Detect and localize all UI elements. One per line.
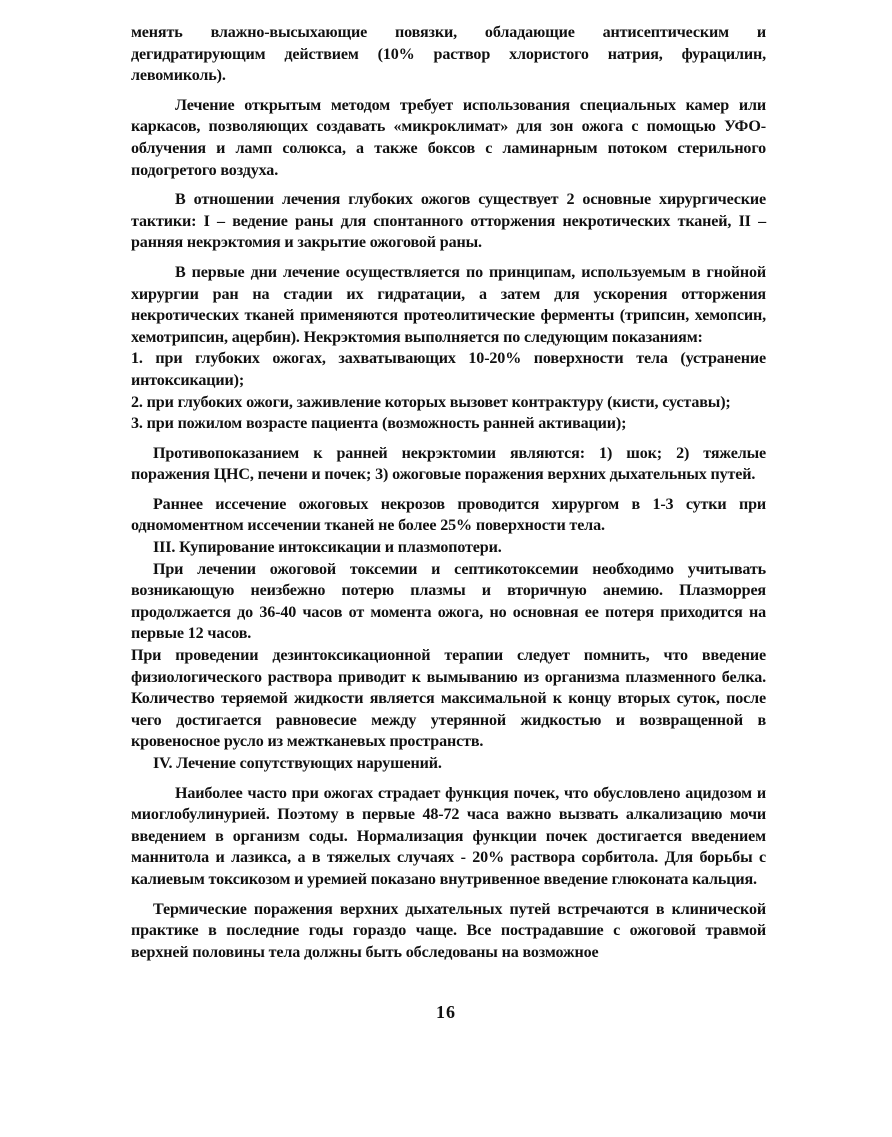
- paragraph: Термические поражения верхних дыхательных путей встречаются в клинической практике в последние годы гораздо чаще. Все пострадавшие с ожоговой травмой верхней половины тела должны быть обследованы на возможное: [131, 900, 766, 961]
- section-heading: III. Купирование интоксикации и плазмопотери.: [153, 539, 502, 557]
- list-item: 3. при пожилом возрасте пациента (возможность ранней активации);: [131, 415, 627, 433]
- paragraph: Лечение открытым методом требует использования специальных камер или каркасов, позволяющих создавать «микроклимат» для зон ожога с помощью УФО-облучения и ламп солюкса, а также боксов с ламинарным потоком стерильного подогретого воздуха.: [131, 96, 766, 179]
- paragraph: Раннее иссечение ожоговых некрозов проводится хирургом в 1-3 сутки при одномоментном иссечении тканей не более 25% поверхности тела.: [131, 495, 766, 535]
- paragraph: При лечении ожоговой токсемии и септикотоксемии необходимо учитывать возникающую неизбежно потерю плазмы и вторичную анемию. Плазморрея продолжается до 36-40 часов от момента ожога, но основная ее потеря приходится на первые 12 часов.: [131, 560, 766, 643]
- page-number: 16: [436, 1002, 456, 1022]
- paragraph: При проведении дезинтоксикационной терапии следует помнить, что введение физиологического раствора приводит к вымыванию из организма плазменного белка. Количество теряемой жидкости является максимальной к концу вторых суток, после чего достигается равновесие между утерянной жидкостью и возвращенной в кровеносное русло из межтканевых пространств.: [131, 647, 766, 751]
- list-item: 1. при глубоких ожогах, захватывающих 10-20% поверхности тела (устранение интоксикации);: [131, 350, 766, 389]
- paragraph: В первые дни лечение осуществляется по принципам, используемым в гнойной хирургии ран на стадии их гидратации, а затем для ускорения отторжения некротических тканей применяются протеолитические ферменты (трипсин, хемопсин, хемотрипсин, ацербин). Некрэктомия выполняется по следующим показаниям:: [131, 263, 766, 346]
- section-heading: IV. Лечение сопутствующих нарушений.: [153, 755, 442, 772]
- page-body: [131, 22, 766, 963]
- paragraph: Противопоказанием к ранней некрэктомии являются: 1) шок; 2) тяжелые поражения ЦНС, печени и почек; 3) ожоговые поражения верхних дыхательных путей.: [131, 444, 766, 484]
- paragraph: менять влажно-высыхающие повязки, обладающие антисептическим и дегидратирующим действием (10% раствор хлористого натрия, фурацилин, левомиколь).: [131, 24, 766, 85]
- paragraph: Наиболее часто при ожогах страдает функция почек, что обусловлено ацидозом и миоглобулинурией. Поэтому в первые 48-72 часа важно вызвать алкализацию мочи введением в организм соды. Нормализация функции почек достигается введением маннитола и лазикса, а в тяжелых случаях - 20% раствора сорбитола. Для борьбы с калиевым токсикозом и уремией показано внутривенное введение глюконата кальция.: [131, 784, 766, 888]
- paragraph: В отношении лечения глубоких ожогов существует 2 основные хирургические тактики: I – ведение раны для спонтанного отторжения некротических тканей, II – ранняя некрэктомия и закрытие ожоговой раны.: [131, 191, 766, 252]
- list-item: 2. при глубоких ожоги, заживление которых вызовет контрактуру (кисти, суставы);: [131, 393, 731, 411]
